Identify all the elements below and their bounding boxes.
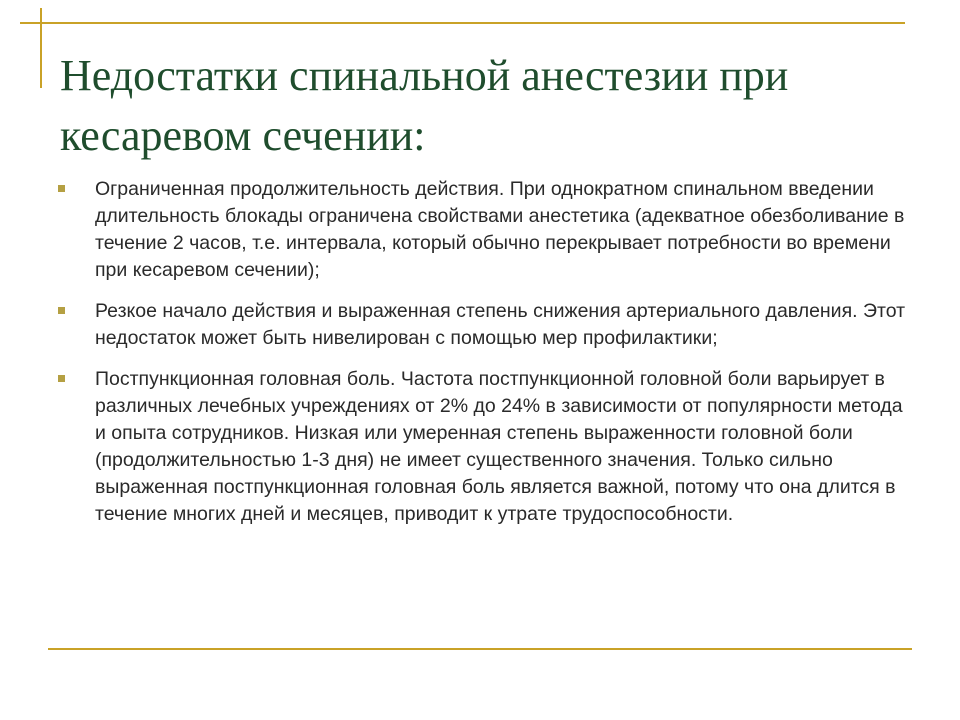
bullet-item-headache bbox=[58, 366, 908, 528]
slide-title: Недостатки спинальной анестезии при кесаревом сечении: bbox=[60, 51, 789, 160]
bullet-item-sharp-onset bbox=[58, 298, 908, 352]
top-border-line bbox=[20, 22, 905, 24]
square-bullet-icon bbox=[58, 185, 65, 192]
left-border-line bbox=[40, 8, 42, 88]
square-bullet-icon bbox=[58, 307, 65, 314]
bottom-border-line bbox=[48, 648, 912, 650]
bullet-text: Постпункционная головная боль. Частота постпункционной головной боли варьирует в различных лечебных учреждениях от 2% до 24% в зависимости от популярности метода и опыта сотрудников. Низкая или умеренная степень выраженности головной боли (продолжительностью 1-3 дня) не имеет существенного значения. Только сильно выраженная постпункционная головная боль является важной, потому что она длится в течение многих дней и месяцев, приводит к утрате трудоспособности. bbox=[95, 368, 903, 525]
bullet-item-limited-duration bbox=[58, 176, 908, 284]
square-bullet-icon bbox=[58, 375, 65, 382]
bullet-text: Резкое начало действия и выраженная степень снижения артериального давления. Этот недостаток может быть нивелирован с помощью мер профилактики; bbox=[95, 300, 906, 349]
bullet-list bbox=[58, 176, 908, 542]
bullet-text: Ограниченная продолжительность действия. При однократном спинальном введении длительность блокады ограничена свойствами анестетика (адекватное обезболивание в течение 2 часов, т.е. интервала, который обычно перекрывает потребности во времени при кесаревом сечении); bbox=[95, 178, 905, 281]
